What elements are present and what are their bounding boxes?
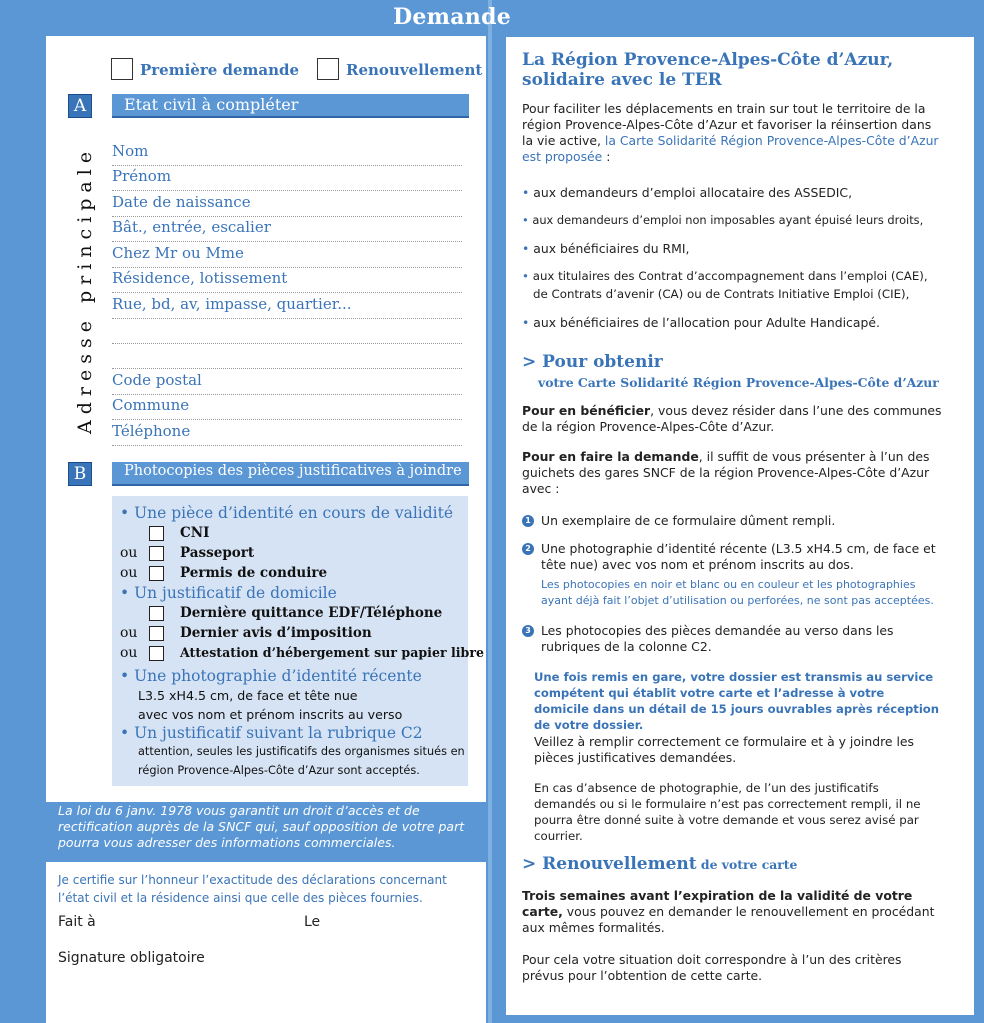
attestation-label: Attestation d’hébergement sur papier libre [180,645,485,660]
date-naissance-field[interactable]: Date de naissance [112,193,462,217]
number-three-icon: 3 [522,625,534,637]
ou-label: ou [120,565,138,581]
address-extra-field-2[interactable] [112,345,462,369]
permis-checkbox[interactable] [149,566,164,581]
address-extra-field[interactable] [112,320,462,344]
loi-notice: La loi du 6 janv. 1978 vous garantit un droit d’accès et de rectification auprès de la SNCF qui, sauf opposition de votre part pourra vous adresser des informations commerciales. [58,803,465,850]
trois-semaines-paragraph [522,888,942,936]
step-1-text: Un exemplaire de ce formulaire dûment rempli. [541,513,836,528]
intro-text: Pour faciliter les déplacements en train sur tout le territoire de la région Provence-Alpes-Côte d’Azur et favoriser la réinsertion dans la vie active, [522,101,932,148]
pour-cela-paragraph: Pour cela votre situation doit correspondre à l’un des critères prévus pour l’obtention de cette carte. [522,952,902,983]
attestation-checkbox[interactable] [149,646,164,661]
renouvellement-checkbox[interactable] [317,58,339,80]
permis-label: Permis de conduire [180,565,328,581]
cni-checkbox[interactable] [149,526,164,541]
faire-demande-bold: Pour en faire la demande [522,449,699,464]
intro-highlight: la Carte Solidarité Région Provence-Alpes-Côte d’Azur est proposée [522,133,939,164]
intro-paragraph [522,101,942,165]
adresse-principale-label: Adresse principale [74,145,96,434]
page-title: Demande [393,4,512,30]
certification-text: Je certifie sur l’honneur l’exactitude des déclarations concernant l’état civil et la résidence ainsi que celle des pièces fournies. [58,873,447,905]
commune-field[interactable]: Commune [112,396,462,420]
veillez-paragraph: Veillez à remplir correctement ce formulaire et à y joindre les pièces justificatives demandées. [534,734,914,765]
section-b-letter: B [68,462,92,486]
telephone-field[interactable]: Téléphone [112,422,462,446]
trois-semaines-bold: Trois semaines avant l’expiration de la validité de votre carte, [522,888,913,919]
bullet-item: • aux bénéficiaires de l’allocation pour Adulte Handicapé. [522,315,880,330]
photo-line-2: avec vos nom et prénom inscrits au verso [138,707,403,722]
cni-label: CNI [180,525,210,541]
avis-label: Dernier avis d’imposition [180,625,372,641]
beneficier-paragraph [522,403,942,435]
quittance-checkbox[interactable] [149,606,164,621]
prenom-field[interactable]: Prénom [112,167,462,191]
number-two-icon: 2 [522,543,534,555]
renouvellement-label: Renouvellement [346,61,483,79]
quittance-label: Dernière quittance EDF/Téléphone [180,605,443,621]
photo-line-1: L3.5 xH4.5 cm, de face et tête nue [138,688,358,703]
fait-a-input[interactable] [100,930,280,931]
bullet-item: • aux demandeurs d’emploi non imposables ayant épuisé leurs droits, [522,213,924,227]
rubrique-c2-heading: • Un justificatif suivant la rubrique C2 [120,724,423,742]
section-a-letter: A [68,94,92,118]
ou-label: ou [120,645,138,661]
trois-semaines-text: vous pouvez en demander le renouvellement en procédant aux mêmes formalités. [522,904,935,935]
faire-demande-text: , il suffit de vous présenter à l’un des guichets des gares SNCF de la région Provence-Alpes-Côte d’Azur avec : [522,449,930,496]
le-label: Le [304,914,321,930]
code-postal-field[interactable]: Code postal [112,371,462,395]
justificatif-domicile-heading: • Un justificatif de domicile [120,584,337,602]
batiment-field[interactable]: Bât., entrée, escalier [112,218,462,242]
faire-demande-paragraph [522,449,942,497]
passeport-checkbox[interactable] [149,546,164,561]
renouvellement-small: de votre carte [696,857,798,872]
photographie-heading: • Une photographie d’identité récente [120,667,422,685]
pieces-list-box [112,496,468,786]
ou-label: ou [120,545,138,561]
fait-a-label: Fait à [58,914,96,930]
section-b-title: Photocopies des pièces justificatives à joindre [112,462,469,486]
absence-paragraph: En cas d’absence de photographie, de l’un des justificatifs demandés ou si le formulaire n’est pas correctement rempli, il ne pourra être donné suite à votre demande et vous serez avisé par courrier. [534,781,921,843]
passeport-label: Passeport [180,545,255,561]
transmis-paragraph: Une fois remis en gare, votre dossier est transmis au service compétent qui établit votre carte et l’adresse à votre domicile dans un détail de 15 jours ouvrables après réception de votre dossier. [534,670,940,732]
intro-colon: : [602,149,611,164]
renouvellement-heading [522,854,797,874]
nom-field[interactable]: Nom [112,142,462,166]
premiere-demande-label: Première demande [140,61,300,79]
premiere-demande-checkbox[interactable] [111,58,133,80]
bullet-item: • aux demandeurs d’emploi allocataire des ASSEDIC, [522,185,853,200]
page-fold [488,0,492,1023]
number-one-icon: 1 [522,515,534,527]
ou-label: ou [120,625,138,641]
beneficier-text: , vous devez résider dans l’une des communes de la région Provence-Alpes-Côte d’Azur. [522,403,942,434]
step-2-note: Les photocopies en noir et blanc ou en couleur et les photographies ayant déjà fait l’objet d’utilisation ou perforées, ne sont pas acceptées. [541,578,934,607]
c2-line-1: attention, seules les justificatifs des organismes situés en [138,745,465,758]
chez-field[interactable]: Chez Mr ou Mme [112,244,462,268]
step-3-text: Les photocopies des pièces demandée au verso dans les rubriques de la colonne C2. [541,623,894,654]
step-2-text: Une photographie d’identité récente (L3.5 xH4.5 cm, de face et tête nue) avec vos nom et prénom inscrits au dos. [541,541,936,572]
rue-field[interactable]: Rue, bd, av, impasse, quartier... [112,295,462,319]
avis-checkbox[interactable] [149,626,164,641]
bullet-item: • aux titulaires des Contrat d’accompagnement dans l’emploi (CAE), [522,269,928,283]
signature-label: Signature obligatoire [58,950,205,966]
pour-obtenir-subheading: votre Carte Solidarité Région Provence-Alpes-Côte d’Azur [538,375,939,390]
piece-identite-heading: • Une pièce d’identité en cours de validité [120,504,454,522]
section-a-title: Etat civil à compléter [112,94,469,118]
renouvellement-big: > Renouvellement [522,854,697,874]
pour-obtenir-heading: > Pour obtenir [522,352,663,372]
beneficier-bold: Pour en bénéficier [522,403,651,418]
residence-field[interactable]: Résidence, lotissement [112,269,462,293]
right-title: La Région Provence-Alpes-Côte d’Azur, solidaire avec le TER [522,50,894,90]
bullet-item-continued: de Contrats d’avenir (CA) ou de Contrats Initiative Emploi (CIE), [533,287,910,301]
bullet-item: • aux bénéficiaires du RMI, [522,241,690,256]
c2-line-2: région Provence-Alpes-Côte d’Azur sont acceptés. [138,764,420,777]
